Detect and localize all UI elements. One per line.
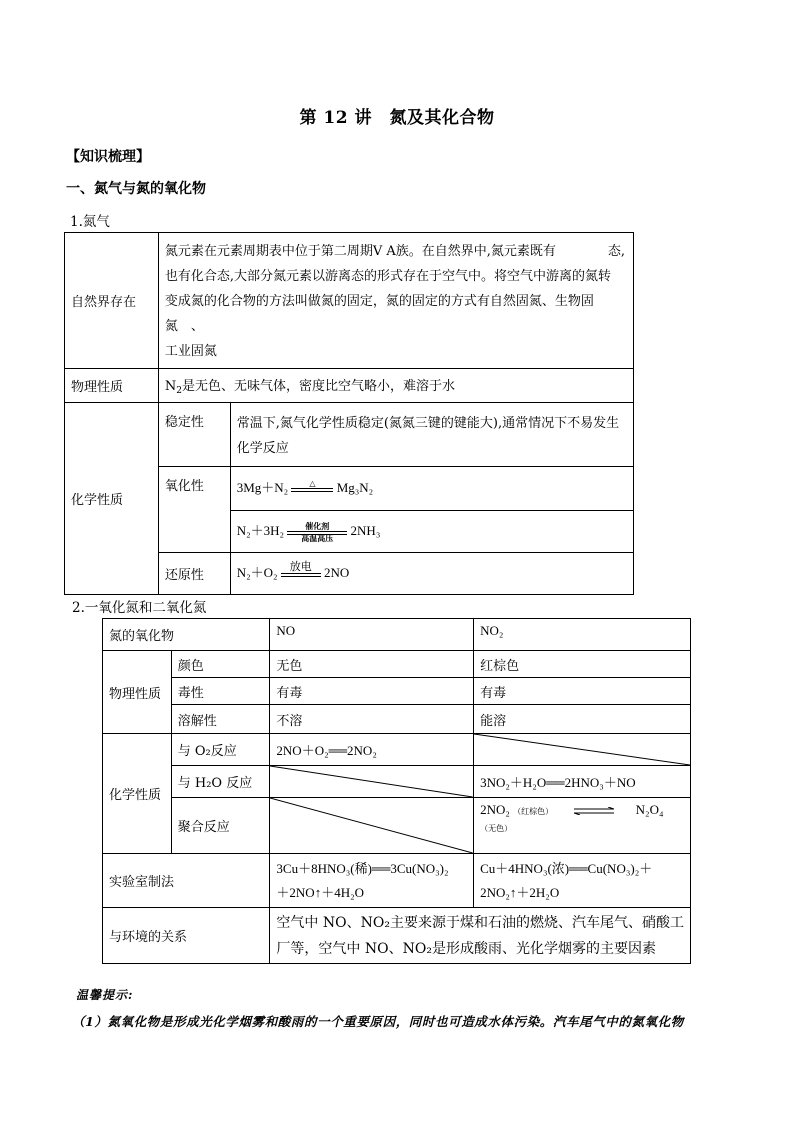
header-no: NO: [270, 619, 474, 651]
natural-line-3: 变成氮的化合物的方法叫做氮的固定，氮的固定的方式有自然固氮、生物固氮 、: [164, 294, 594, 334]
no2-o2-empty-cell: [474, 734, 691, 766]
equilibrium-arrow: [574, 803, 614, 819]
o2-reaction-label: 与 O₂反应: [171, 734, 270, 766]
environment-label: 与环境的关系: [103, 908, 270, 964]
stability-label: 稳定性: [158, 403, 230, 467]
reversible-arrow: 催化剂 高温高压: [287, 523, 347, 543]
no2-poly-equation: 2NO₂ （红棕色） N₂O₄ （无色）: [474, 798, 691, 854]
nitrogen-oxides-table: [102, 618, 691, 964]
equals-arrow: 放电: [281, 562, 321, 585]
row-label-natural: 自然界存在: [65, 233, 159, 369]
tips-line-1: （1）氮氧化物是形成光化学烟雾和酸雨的一个重要原因，同时也可造成水体污染。汽车尾气中的氮氧化物: [72, 1014, 684, 1029]
natural-line-1: 氮元素在元素周期表中位于第二周期Ⅴ A族。在自然界中,氮元素既有 态,: [164, 244, 626, 259]
equation-n2-h2: N₂＋3H₂ 催化剂 高温高压 2NH₃: [230, 511, 633, 553]
no2-color: 红棕色: [474, 651, 691, 678]
table-row: [103, 678, 691, 705]
oxidation-label: 氧化性: [158, 467, 230, 553]
natural-existence-cell: [158, 233, 633, 369]
no-solubility: 不溶: [270, 705, 474, 734]
equation-mg-n2: 3Mg＋N₂ △ Mg₃N₂: [230, 467, 633, 511]
h2o-reaction-label: 与 H₂O 反应: [171, 766, 270, 798]
toxicity-label: 毒性: [171, 678, 270, 705]
no-lab-preparation: 3Cu＋8HNO₃(稀)══3Cu(NO₃)₂ ＋2NO↑＋4H₂O: [270, 854, 474, 908]
section-knowledge-heading: 【知识梳理】: [66, 149, 150, 165]
lab-preparation-label: 实验室制法: [103, 854, 270, 908]
diagonal-line: [270, 798, 473, 853]
stability-line-2: 化学反应: [236, 441, 289, 456]
table-row: [103, 619, 691, 651]
table-row: [65, 403, 634, 467]
natural-line-4: 工业固氮: [164, 344, 217, 359]
stability-line-1: 常温下,氮气化学性质稳定(氮氮三键的键能大),通常情况下不易发生: [236, 416, 620, 431]
physical-properties-label: 物理性质: [103, 651, 172, 734]
no-color: 无色: [270, 651, 474, 678]
subheading-no-no2: 2.一氧化氮和二氧化氮: [72, 600, 207, 616]
diagonal-line: [474, 734, 690, 765]
nitrogen-table: [64, 232, 634, 595]
header-oxides: 氮的氧化物: [103, 619, 270, 651]
no2-h2o-equation: 3NO₂＋H₂O══2HNO₃＋NO: [474, 766, 691, 798]
table-row: [103, 734, 691, 766]
solubility-label: 溶解性: [171, 705, 270, 734]
no-poly-empty-cell: [270, 798, 474, 854]
physical-property-cell: $N_2$是无色、无味气体，密度比空气略小，难溶于水: [158, 369, 633, 403]
no-toxicity: 有毒: [270, 678, 474, 705]
no2-toxicity: 有毒: [474, 678, 691, 705]
no2-lab-preparation: Cu＋4HNO₃(浓)══Cu(NO₃)₂＋ 2NO₂↑＋2H₂O: [474, 854, 691, 908]
no-h2o-empty-cell: [270, 766, 474, 798]
equation-n2-o2: N₂＋O₂ 放电 2NO: [230, 553, 633, 595]
tips-label: 温馨提示:: [76, 988, 134, 1002]
subheading-nitrogen: 1.氮气: [70, 214, 110, 230]
no2-solubility: 能溶: [474, 705, 691, 734]
table-row: [103, 705, 691, 734]
reduction-label: 还原性: [158, 553, 230, 595]
table-row: [103, 651, 691, 678]
color-label: 颜色: [171, 651, 270, 678]
table-row: [103, 766, 691, 798]
table-row: [65, 233, 634, 369]
table-row: [103, 908, 691, 964]
section-heading-nitrogen-oxides: 一、氮气与氮的氧化物: [66, 181, 206, 197]
environment-cell: 空气中 NO、NO₂主要来源于煤和石油的燃烧、汽车尾气、硝酸工 厂等，空气中 NO、NO₂是形成酸雨、光化学烟雾的主要因素: [270, 908, 691, 964]
header-no2: NO₂: [474, 619, 691, 651]
table-row: [103, 798, 691, 854]
chemical-properties-label: 化学性质: [103, 734, 172, 854]
row-label-physical: 物理性质: [65, 369, 159, 403]
equals-arrow: △: [291, 480, 333, 500]
stability-cell: [230, 403, 633, 467]
table-row: [65, 369, 634, 403]
page-title: 第 12 讲 氮及其化合物: [299, 108, 495, 128]
natural-line-2: 也有化合态,大部分氮元素以游离态的形式存在于空气中。将空气中游离的氮转: [164, 269, 611, 284]
no-o2-equation: 2NO＋O₂══2NO₂: [270, 734, 474, 766]
row-label-chemical: 化学性质: [65, 403, 159, 595]
polymerization-label: 聚合反应: [171, 798, 270, 854]
table-row: [103, 854, 691, 908]
diagonal-line: [270, 766, 473, 797]
